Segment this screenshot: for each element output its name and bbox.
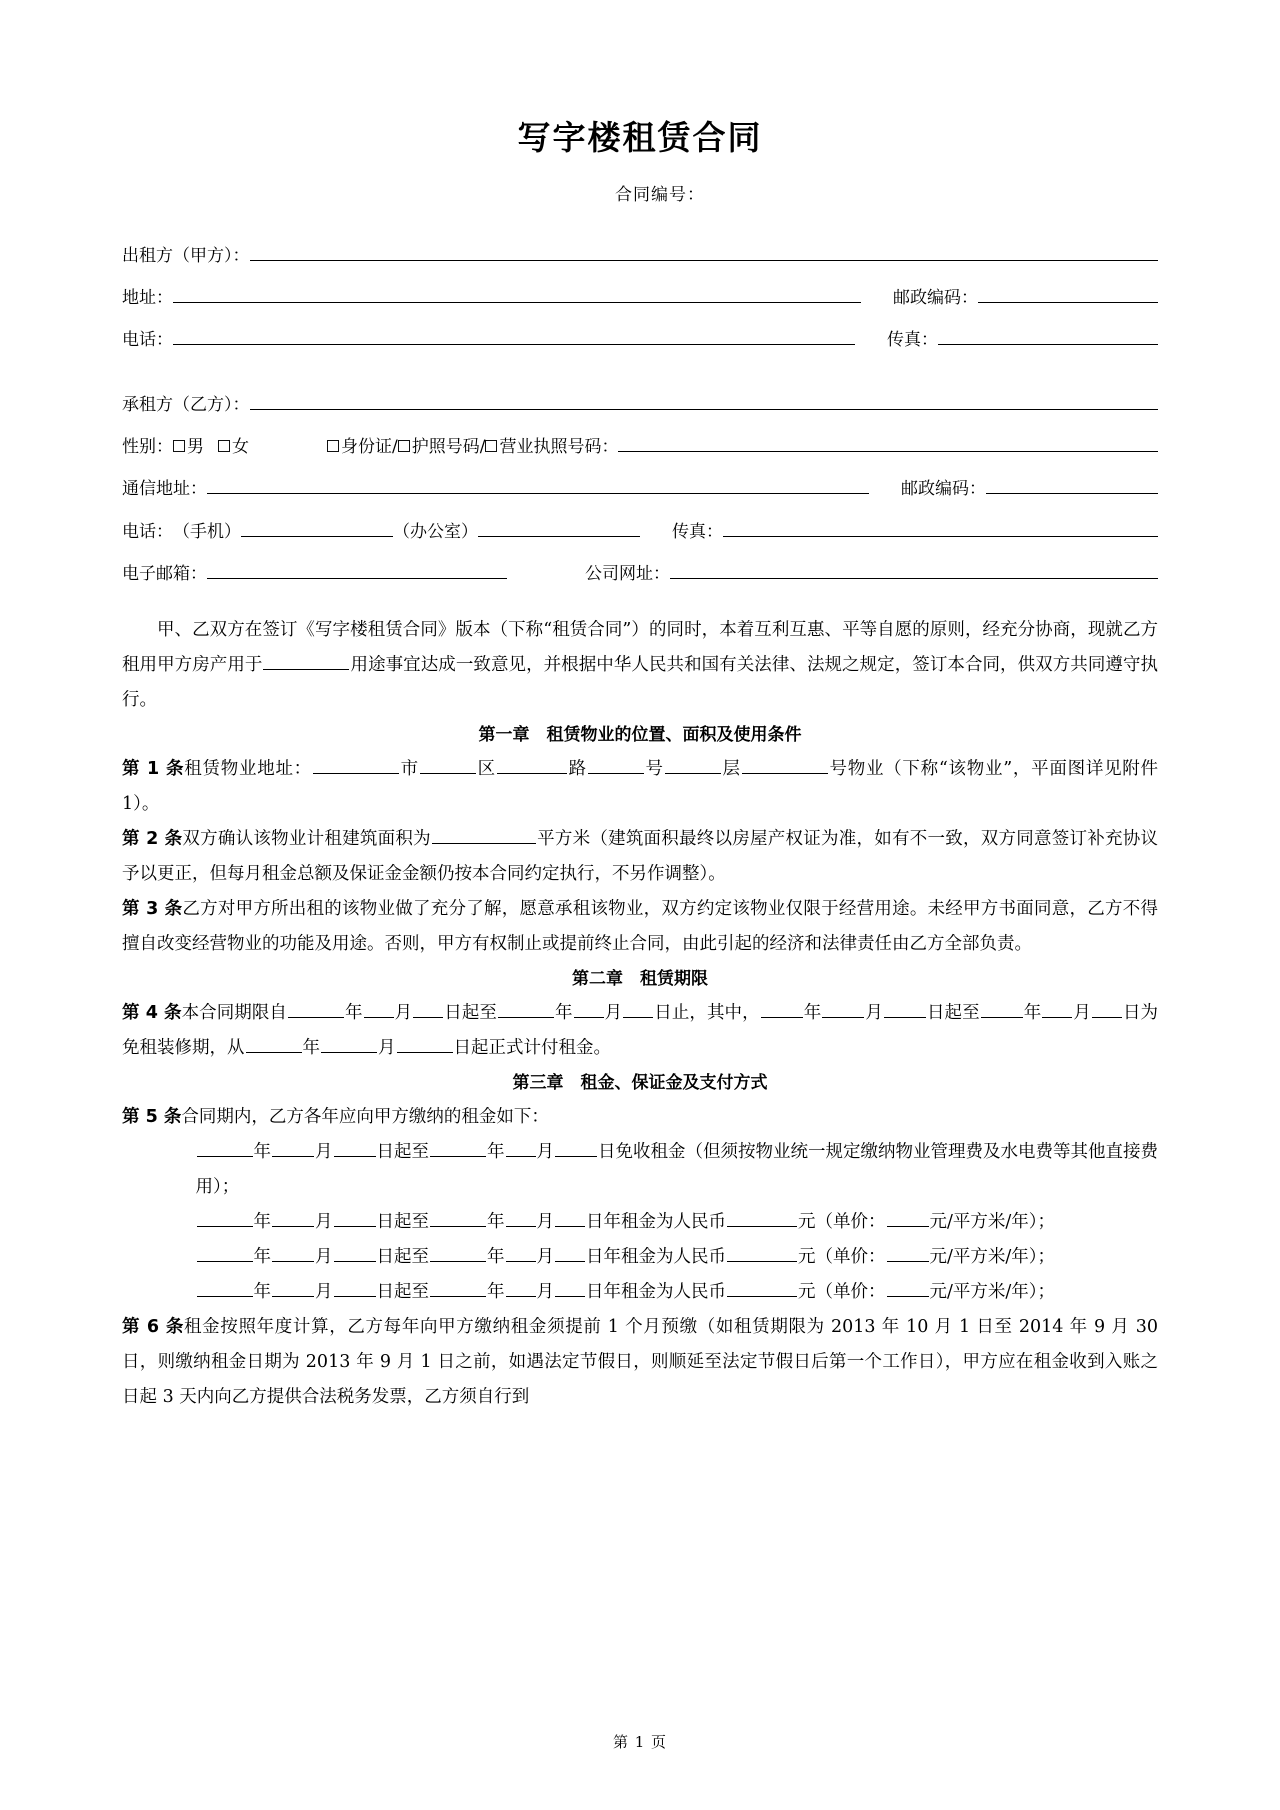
rent2-text-8: 元/平方米/年）；: [929, 1247, 1056, 1268]
article-4-free-end-month-blank[interactable]: [1042, 999, 1072, 1018]
article-3-text: 乙方对甲方所出租的该物业做了充分了解，愿意承租该物业，双方约定该物业仅限于经营用途。未经甲方书面同意，乙方不得擅自改变经营物业的功能及用途。否则，甲方有权制止或提前终止合同，由此引起的经济和法律责任由乙方全部负责。: [122, 899, 1158, 955]
free-rent-start-day-blank[interactable]: [334, 1138, 376, 1157]
article-4-start-day-blank[interactable]: [413, 999, 443, 1018]
article-4-free-start-day-blank[interactable]: [884, 999, 926, 1018]
rent2-text-4: 年: [487, 1247, 505, 1268]
rent3-text-1: 年: [253, 1282, 271, 1303]
free-rent-text-5: 月: [536, 1142, 554, 1163]
rent2-end-month-blank[interactable]: [506, 1243, 536, 1262]
article-3: [122, 892, 1158, 962]
article-1-floor-blank[interactable]: [665, 755, 721, 774]
rent3-text-4: 年: [487, 1282, 505, 1303]
lessee-name-row: [122, 392, 1158, 418]
lessor-postcode-field[interactable]: [978, 285, 1158, 303]
article-1-text-4: 路: [567, 759, 587, 780]
rent3-text-3: 日起至: [376, 1282, 429, 1303]
article-2-text-2: 平方米（建筑面积最终以房屋产权证为准，如有不一致，双方同意签订补充协议予以更正，但每月租金总额及保证金金额仍按本合同约定执行，不另作调整）。: [122, 829, 1158, 885]
contract-number-label: 合同编号：: [615, 184, 705, 205]
article-2-number: 第 2 条: [122, 829, 183, 850]
lessee-mobile-field[interactable]: [241, 519, 393, 537]
lessor-name-field[interactable]: [250, 243, 1159, 261]
rent3-text-5: 月: [536, 1282, 554, 1303]
rent2-text-3: 日起至: [376, 1247, 429, 1268]
article-2-text-1: 双方确认该物业计租建筑面积为: [182, 829, 431, 850]
lessee-email-label: 电子邮箱：: [122, 564, 207, 584]
lessor-address-label: 地址：: [122, 287, 173, 308]
free-rent-text-1: 年: [253, 1142, 271, 1163]
page-title: 写字楼租赁合同: [517, 118, 763, 157]
rent1-end-day-blank[interactable]: [555, 1208, 585, 1227]
article-5: [122, 1100, 1158, 1135]
lessor-name-label: 出租方（甲方）：: [122, 245, 250, 266]
article-1: [122, 752, 1158, 822]
article-4-pay-year-blank[interactable]: [246, 1034, 302, 1053]
lessee-phone-row: [122, 519, 1158, 545]
article-4-text-7: 日止，其中，: [654, 1003, 760, 1024]
rent3-end-month-blank[interactable]: [506, 1278, 536, 1297]
lessee-email-field[interactable]: [207, 561, 507, 579]
preamble-text-2: 用途事宜达成一致意见，并根据中华人民共和国有关法律、法规之规定，签订本合同，供双方共同遵守执行。: [122, 655, 1159, 711]
article-1-number: 第 1 条: [122, 759, 185, 780]
article-1-text-7: 号物业（下称“该物业”，平面图详见附件 1）。: [122, 759, 1159, 815]
lessee-website-field[interactable]: [670, 561, 1158, 579]
article-4-text-5: 年: [554, 1003, 573, 1024]
contract-body: [122, 613, 1158, 1415]
article-4-end-day-blank[interactable]: [623, 999, 653, 1018]
article-4-text-2: 年: [344, 1003, 363, 1024]
lessee-gender-male-label: 男: [187, 436, 204, 457]
article-1-text-2: 市: [399, 759, 419, 780]
lessee-office-label: （办公室）: [393, 521, 478, 542]
lessor-name-row: [122, 243, 1158, 269]
lessee-id-label: 身份证/: [341, 436, 398, 457]
lessee-id-number-field[interactable]: [618, 434, 1158, 452]
lessor-phone-field[interactable]: [173, 327, 855, 345]
article-5-rent-row-3: [122, 1275, 1158, 1310]
party-divider-space: [122, 370, 1158, 392]
article-4: [122, 996, 1158, 1066]
lessee-postcode-label: 邮政编码：: [901, 479, 986, 500]
rent2-amount-blank[interactable]: [727, 1243, 797, 1262]
article-5-rent-row-1: [122, 1205, 1158, 1240]
lessor-phone-row: [122, 327, 1158, 353]
lessee-passport-label: 护照号码/: [411, 436, 486, 457]
article-4-text-8: 年: [803, 1003, 822, 1024]
chapter-1-heading: 第一章 租赁物业的位置、面积及使用条件: [478, 725, 802, 746]
rent3-start-day-blank[interactable]: [334, 1278, 376, 1297]
rent1-text-6: 日年租金为人民币: [586, 1212, 726, 1233]
free-rent-end-day-blank[interactable]: [555, 1138, 597, 1157]
lessee-phone-label: 电话：: [122, 521, 173, 542]
lessee-license-label: 营业执照号码：: [499, 436, 619, 457]
rent1-end-year-blank[interactable]: [430, 1208, 486, 1227]
rent1-end-month-blank[interactable]: [506, 1208, 536, 1227]
lessor-postcode-label: 邮政编码：: [893, 287, 978, 308]
article-4-free-end-year-blank[interactable]: [981, 999, 1023, 1018]
page-sheet: [122, 0, 1158, 1810]
free-rent-start-year-blank[interactable]: [197, 1138, 253, 1157]
rent3-amount-blank[interactable]: [727, 1278, 797, 1297]
lessee-mail-address-label: 通信地址：: [122, 479, 207, 500]
article-1-text-3: 区: [476, 759, 496, 780]
lessee-postcode-field[interactable]: [986, 476, 1158, 494]
rent1-unit-price-blank[interactable]: [887, 1208, 929, 1227]
lessee-gender-label: 性别：: [122, 436, 173, 457]
rent2-end-day-blank[interactable]: [555, 1243, 585, 1262]
lessee-fax-label: 传真：: [672, 521, 723, 542]
article-4-text-6: 月: [604, 1003, 623, 1024]
checkbox-passport-icon[interactable]: [398, 440, 410, 452]
lessee-mail-address-row: [122, 476, 1158, 502]
party-information-block: [122, 243, 1158, 588]
rent3-text-7: 元（单价：: [798, 1282, 886, 1303]
article-4-text-10: 日起至: [926, 1003, 980, 1024]
rent2-text-5: 月: [536, 1247, 554, 1268]
article-1-city-blank[interactable]: [313, 755, 399, 774]
article-3-number: 第 3 条: [122, 899, 183, 920]
rent1-text-8: 元/平方米/年）；: [929, 1212, 1056, 1233]
lessor-address-row: [122, 285, 1158, 311]
article-4-text-1: 本合同期限自: [181, 1003, 287, 1024]
article-4-pay-month-blank[interactable]: [321, 1034, 377, 1053]
preamble-usage-blank[interactable]: [263, 651, 349, 670]
free-rent-text-6: 日免收租金（但须按物业统一规定缴纳物业管理费及水电费等其他直接费用）；: [195, 1142, 1158, 1198]
article-1-text-1: 租赁物业地址：: [184, 759, 312, 780]
free-rent-text-2: 月: [315, 1142, 333, 1163]
preamble-text-1: 甲、乙双方在签订《写字楼租赁合同》版本（下称“租赁合同”）的同时，本着互利互惠、平等自愿的原则，经充分协商，现就乙方租用甲方房产用于: [122, 620, 1158, 676]
rent3-unit-price-blank[interactable]: [887, 1278, 929, 1297]
lessee-mobile-label: （手机）: [173, 521, 241, 542]
article-5-number: 第 5 条: [122, 1107, 182, 1128]
chapter-3-heading: 第三章 租金、保证金及支付方式: [512, 1073, 768, 1094]
article-2: [122, 822, 1158, 892]
checkbox-female-icon[interactable]: [218, 440, 230, 452]
rent2-start-month-blank[interactable]: [272, 1243, 314, 1262]
rent1-text-5: 月: [536, 1212, 554, 1233]
article-4-text-16: 日起正式计付租金。: [453, 1038, 611, 1059]
rent1-text-1: 年: [253, 1212, 271, 1233]
rent3-text-8: 元/平方米/年）；: [929, 1282, 1056, 1303]
lessee-name-field[interactable]: [250, 392, 1159, 410]
lessee-gender-female-label: 女: [232, 436, 249, 457]
checkbox-business-license-icon[interactable]: [485, 440, 497, 452]
article-5-free-rent-row: [122, 1135, 1158, 1205]
article-5-text: 合同期内，乙方各年应向甲方缴纳的租金如下：: [181, 1107, 549, 1128]
rent2-start-day-blank[interactable]: [334, 1243, 376, 1262]
rent2-text-6: 日年租金为人民币: [586, 1247, 726, 1268]
rent1-amount-blank[interactable]: [727, 1208, 797, 1227]
article-4-text-13: 日为免租装修期，从: [122, 1003, 1159, 1059]
article-4-start-month-blank[interactable]: [364, 999, 394, 1018]
lessee-mail-address-field[interactable]: [207, 476, 869, 494]
article-4-text-14: 年: [302, 1038, 320, 1059]
article-4-free-start-year-blank[interactable]: [761, 999, 803, 1018]
lessee-website-label: 公司网址：: [585, 564, 670, 584]
article-4-number: 第 4 条: [122, 1003, 182, 1024]
free-rent-end-month-blank[interactable]: [506, 1138, 536, 1157]
free-rent-text-3: 日起至: [376, 1142, 429, 1163]
lessor-fax-label: 传真：: [887, 330, 938, 351]
lessee-gender-id-row: [122, 434, 1158, 460]
article-4-text-9: 月: [865, 1003, 883, 1024]
lessor-phone-label: 电话：: [122, 330, 173, 351]
article-4-free-end-day-blank[interactable]: [1092, 999, 1122, 1018]
article-4-text-4: 日起至: [444, 1003, 497, 1024]
article-4-free-start-month-blank[interactable]: [822, 999, 864, 1018]
article-1-district-blank[interactable]: [420, 755, 476, 774]
lessee-fax-field[interactable]: [723, 519, 1158, 537]
lessee-office-phone-field[interactable]: [478, 519, 640, 537]
article-1-road-blank[interactable]: [497, 755, 567, 774]
article-1-text-5: 号: [644, 759, 664, 780]
rent3-end-day-blank[interactable]: [555, 1278, 585, 1297]
lessee-email-row: [122, 561, 1158, 587]
rent2-unit-price-blank[interactable]: [887, 1243, 929, 1262]
lessee-name-label: 承租方（乙方）：: [122, 394, 250, 415]
article-4-end-year-blank[interactable]: [498, 999, 554, 1018]
article-6-text: 租金按照年度计算，乙方每年向甲方缴纳租金须提前 1 个月预缴（如租赁期限为 2013 年 10 月 1 日至 2014 年 9 月 30 日，则缴纳租金日期为 2013 年 9 月 1 日之前，如遇法定节假日，则顺延至法定节假日后第一个工作日），甲方应在租金收到入账之日起 3 天内向乙方提供合法税务发票，乙方须自行到: [122, 1317, 1158, 1408]
checkbox-male-icon[interactable]: [173, 440, 185, 452]
rent2-text-1: 年: [253, 1247, 271, 1268]
rent2-start-year-blank[interactable]: [197, 1243, 253, 1262]
preamble-paragraph: [122, 613, 1158, 718]
rent1-text-2: 月: [315, 1212, 333, 1233]
free-rent-text-4: 年: [487, 1142, 505, 1163]
lessor-fax-field[interactable]: [938, 327, 1158, 345]
article-1-number-blank[interactable]: [588, 755, 644, 774]
rent2-text-2: 月: [315, 1247, 333, 1268]
free-rent-start-month-blank[interactable]: [272, 1138, 314, 1157]
article-4-text-12: 月: [1073, 1003, 1091, 1024]
rent1-start-day-blank[interactable]: [334, 1208, 376, 1227]
article-1-text-6: 层: [721, 759, 741, 780]
article-4-text-11: 年: [1023, 1003, 1042, 1024]
rent1-text-7: 元（单价：: [798, 1212, 886, 1233]
article-2-area-blank[interactable]: [432, 825, 536, 844]
article-4-pay-day-blank[interactable]: [397, 1034, 453, 1053]
rent1-start-year-blank[interactable]: [197, 1208, 253, 1227]
rent2-text-7: 元（单价：: [798, 1247, 886, 1268]
rent3-start-month-blank[interactable]: [272, 1278, 314, 1297]
chapter-2-heading: 第二章 租赁期限: [572, 969, 708, 990]
rent1-text-3: 日起至: [376, 1212, 429, 1233]
article-6-number: 第 6 条: [122, 1317, 184, 1338]
article-4-text-15: 月: [378, 1038, 396, 1059]
rent3-text-2: 月: [315, 1282, 333, 1303]
article-5-rent-row-2: [122, 1240, 1158, 1275]
article-6: [122, 1310, 1158, 1415]
rent2-end-year-blank[interactable]: [430, 1243, 486, 1262]
rent3-end-year-blank[interactable]: [430, 1278, 486, 1297]
free-rent-end-year-blank[interactable]: [430, 1138, 486, 1157]
article-4-end-month-blank[interactable]: [574, 999, 604, 1018]
rent3-start-year-blank[interactable]: [197, 1278, 253, 1297]
article-4-text-3: 月: [394, 1003, 413, 1024]
checkbox-id-card-icon[interactable]: [327, 440, 339, 452]
article-1-unit-blank[interactable]: [742, 755, 828, 774]
rent1-start-month-blank[interactable]: [272, 1208, 314, 1227]
rent3-text-6: 日年租金为人民币: [586, 1282, 726, 1303]
page-number-footer: 第 1 页: [612, 1733, 668, 1751]
lessor-address-field[interactable]: [173, 285, 861, 303]
article-4-start-year-blank[interactable]: [288, 999, 344, 1018]
rent1-text-4: 年: [487, 1212, 505, 1233]
